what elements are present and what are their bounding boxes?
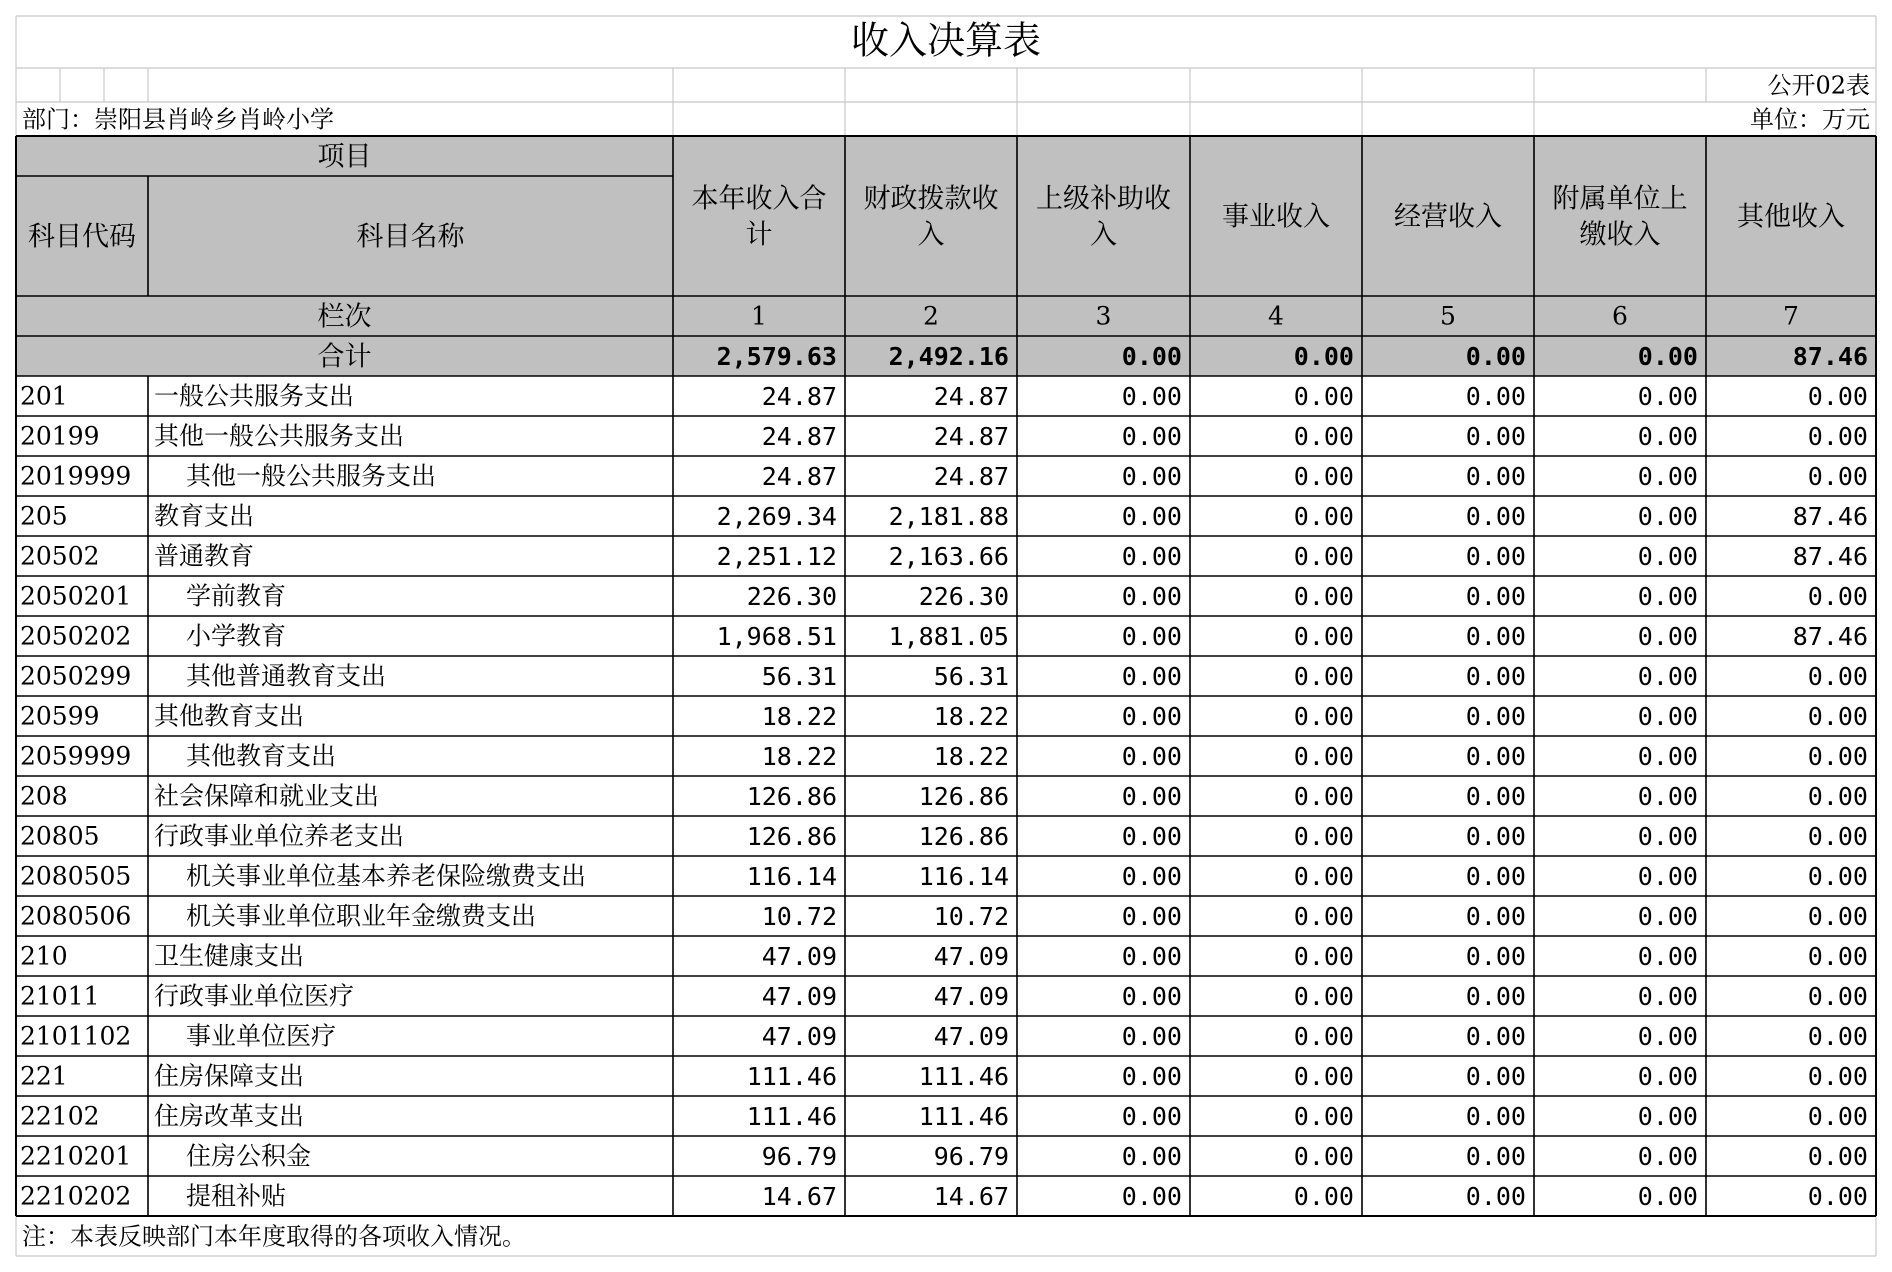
subject-name: 行政事业单位养老支出 <box>154 821 405 851</box>
header-column-7: 其他收入 <box>1737 201 1845 233</box>
cell-value: 0.00 <box>1293 982 1354 1011</box>
subject-name: 其他教育支出 <box>186 741 337 771</box>
cell-value: 0.00 <box>1465 582 1526 611</box>
cell-value: 0.00 <box>1121 782 1182 811</box>
cell-value: 0.00 <box>1121 942 1182 971</box>
column-number: 4 <box>1268 301 1284 331</box>
cell-value: 14.67 <box>933 1182 1009 1211</box>
cell-value: 0.00 <box>1637 542 1698 571</box>
cell-value: 0.00 <box>1465 862 1526 891</box>
cell-value: 0.00 <box>1807 582 1868 611</box>
total-value: 2,492.16 <box>888 342 1009 371</box>
cell-value: 87.46 <box>1792 502 1868 531</box>
header-column-1: 本年收入合 <box>691 183 827 215</box>
column-number: 6 <box>1612 301 1628 331</box>
subject-name: 社会保障和就业支出 <box>154 781 380 811</box>
table-row <box>20 382 1868 412</box>
header-column-1: 计 <box>745 219 773 251</box>
total-value: 0.00 <box>1293 342 1354 371</box>
table-row <box>20 622 1868 652</box>
cell-value: 111.46 <box>746 1102 837 1131</box>
cell-value: 2,163.66 <box>888 542 1009 571</box>
cell-value: 126.86 <box>746 822 837 851</box>
cell-value: 0.00 <box>1465 382 1526 411</box>
cell-value: 0.00 <box>1293 822 1354 851</box>
cell-value: 0.00 <box>1465 902 1526 931</box>
cell-value: 0.00 <box>1807 382 1868 411</box>
cell-value: 0.00 <box>1293 782 1354 811</box>
cell-value: 0.00 <box>1465 742 1526 771</box>
cell-value: 0.00 <box>1807 822 1868 851</box>
subject-code: 221 <box>20 1061 68 1091</box>
table-row <box>20 902 1868 932</box>
subject-code: 2080506 <box>20 901 132 931</box>
subject-name: 学前教育 <box>186 581 287 611</box>
cell-value: 0.00 <box>1121 1102 1182 1131</box>
cell-value: 0.00 <box>1465 422 1526 451</box>
table-row <box>20 1102 1868 1132</box>
total-value: 87.46 <box>1792 342 1868 371</box>
cell-value: 0.00 <box>1121 502 1182 531</box>
cell-value: 0.00 <box>1465 502 1526 531</box>
cell-value: 18.22 <box>761 702 837 731</box>
subject-code: 2080505 <box>20 861 132 891</box>
table-row <box>20 1142 1868 1172</box>
cell-value: 0.00 <box>1121 422 1182 451</box>
total-value: 2,579.63 <box>716 342 837 371</box>
cell-value: 0.00 <box>1637 662 1698 691</box>
cell-value: 0.00 <box>1465 662 1526 691</box>
table-row <box>20 1022 1868 1052</box>
cell-value: 0.00 <box>1465 1142 1526 1171</box>
subject-name: 一般公共服务支出 <box>154 381 355 411</box>
cell-value: 0.00 <box>1293 942 1354 971</box>
subject-code: 20199 <box>20 421 100 451</box>
cell-value: 0.00 <box>1465 1062 1526 1091</box>
cell-value: 0.00 <box>1121 542 1182 571</box>
table-row <box>20 582 1868 612</box>
cell-value: 111.46 <box>746 1062 837 1091</box>
cell-value: 0.00 <box>1637 902 1698 931</box>
subject-code: 2101102 <box>20 1021 132 1051</box>
cell-value: 0.00 <box>1807 1062 1868 1091</box>
cell-value: 0.00 <box>1121 662 1182 691</box>
cell-value: 0.00 <box>1637 622 1698 651</box>
cell-value: 56.31 <box>933 662 1009 691</box>
cell-value: 47.09 <box>933 982 1009 1011</box>
cell-value: 2,181.88 <box>888 502 1009 531</box>
subject-name: 住房改革支出 <box>154 1101 305 1131</box>
cell-value: 24.87 <box>761 422 837 451</box>
cell-value: 18.22 <box>933 702 1009 731</box>
cell-value: 2,251.12 <box>716 542 837 571</box>
cell-value: 0.00 <box>1807 1102 1868 1131</box>
header-column-3: 入 <box>1090 219 1117 251</box>
cell-value: 0.00 <box>1121 582 1182 611</box>
cell-value: 0.00 <box>1121 1142 1182 1171</box>
table-row <box>20 982 1868 1012</box>
subject-name: 住房公积金 <box>186 1141 312 1171</box>
cell-value: 0.00 <box>1121 822 1182 851</box>
header-column-6: 附属单位上 <box>1552 183 1688 215</box>
cell-value: 0.00 <box>1293 902 1354 931</box>
cell-value: 0.00 <box>1293 502 1354 531</box>
cell-value: 0.00 <box>1637 702 1698 731</box>
cell-value: 0.00 <box>1465 782 1526 811</box>
header-item: 项目 <box>317 141 372 173</box>
cell-value: 0.00 <box>1637 462 1698 491</box>
table-row <box>20 782 1868 812</box>
cell-value: 0.00 <box>1465 702 1526 731</box>
form-number: 公开02表 <box>1767 71 1870 100</box>
page-title: 收入决算表 <box>850 18 1042 63</box>
cell-value: 226.30 <box>746 582 837 611</box>
cell-value: 1,881.05 <box>888 622 1009 651</box>
cell-value: 0.00 <box>1293 542 1354 571</box>
cell-value: 0.00 <box>1807 982 1868 1011</box>
cell-value: 0.00 <box>1807 1182 1868 1211</box>
column-number: 1 <box>751 301 767 331</box>
cell-value: 0.00 <box>1637 1022 1698 1051</box>
cell-value: 47.09 <box>761 1022 837 1051</box>
subject-name: 事业单位医疗 <box>186 1021 337 1051</box>
cell-value: 111.46 <box>918 1062 1009 1091</box>
cell-value: 0.00 <box>1465 1022 1526 1051</box>
cell-value: 10.72 <box>933 902 1009 931</box>
cell-value: 0.00 <box>1637 502 1698 531</box>
cell-value: 0.00 <box>1807 742 1868 771</box>
subject-code: 208 <box>20 781 68 811</box>
cell-value: 0.00 <box>1465 622 1526 651</box>
subject-name: 其他普通教育支出 <box>186 661 387 691</box>
header-column-5: 经营收入 <box>1394 201 1502 233</box>
subject-name: 机关事业单位基本养老保险缴费支出 <box>186 861 587 891</box>
cell-value: 96.79 <box>761 1142 837 1171</box>
header-column-4: 事业收入 <box>1222 201 1330 233</box>
cell-value: 0.00 <box>1637 782 1698 811</box>
cell-value: 0.00 <box>1121 462 1182 491</box>
cell-value: 226.30 <box>918 582 1009 611</box>
table-row <box>20 702 1868 732</box>
subject-name: 机关事业单位职业年金缴费支出 <box>186 901 537 931</box>
total-label: 合计 <box>317 341 372 373</box>
cell-value: 0.00 <box>1121 862 1182 891</box>
cell-value: 126.86 <box>918 822 1009 851</box>
subject-code: 20599 <box>20 701 100 731</box>
cell-value: 0.00 <box>1121 1022 1182 1051</box>
cell-value: 0.00 <box>1465 1182 1526 1211</box>
subject-code: 2059999 <box>20 741 132 771</box>
subject-name: 其他一般公共服务支出 <box>186 461 437 491</box>
subject-code: 2050201 <box>20 581 132 611</box>
cell-value: 24.87 <box>933 382 1009 411</box>
subject-name: 其他教育支出 <box>154 701 305 731</box>
cell-value: 0.00 <box>1121 902 1182 931</box>
cell-value: 0.00 <box>1807 662 1868 691</box>
subject-name: 教育支出 <box>154 501 255 531</box>
subject-name: 行政事业单位医疗 <box>154 981 355 1011</box>
cell-value: 0.00 <box>1807 1022 1868 1051</box>
cell-value: 0.00 <box>1637 582 1698 611</box>
cell-value: 0.00 <box>1121 742 1182 771</box>
cell-value: 0.00 <box>1293 382 1354 411</box>
cell-value: 0.00 <box>1637 1102 1698 1131</box>
subject-name: 卫生健康支出 <box>154 941 305 971</box>
cell-value: 0.00 <box>1637 982 1698 1011</box>
cell-value: 0.00 <box>1293 462 1354 491</box>
subject-name: 小学教育 <box>186 621 287 651</box>
table-row <box>20 862 1868 892</box>
subject-name: 住房保障支出 <box>154 1061 305 1091</box>
cell-value: 24.87 <box>761 382 837 411</box>
cell-value: 0.00 <box>1293 662 1354 691</box>
table-row <box>20 662 1868 692</box>
subject-code: 2050202 <box>20 621 132 651</box>
cell-value: 87.46 <box>1792 622 1868 651</box>
unit-label: 单位：万元 <box>1750 105 1870 134</box>
cell-value: 0.00 <box>1465 982 1526 1011</box>
cell-value: 0.00 <box>1637 1182 1698 1211</box>
header-column-2: 入 <box>917 219 945 251</box>
cell-value: 126.86 <box>918 782 1009 811</box>
cell-value: 0.00 <box>1465 822 1526 851</box>
cell-value: 0.00 <box>1293 1142 1354 1171</box>
cell-value: 10.72 <box>761 902 837 931</box>
cell-value: 0.00 <box>1637 1062 1698 1091</box>
subject-name: 普通教育 <box>154 541 255 571</box>
cell-value: 0.00 <box>1121 982 1182 1011</box>
cell-value: 0.00 <box>1807 702 1868 731</box>
header-column-3: 上级补助收 <box>1036 183 1171 215</box>
cell-value: 0.00 <box>1807 422 1868 451</box>
subject-code: 20502 <box>20 541 100 571</box>
subject-code: 201 <box>20 381 68 411</box>
table-row <box>20 1182 1868 1212</box>
subject-code: 2210202 <box>20 1181 132 1211</box>
cell-value: 47.09 <box>933 1022 1009 1051</box>
cell-value: 0.00 <box>1293 702 1354 731</box>
cell-value: 2,269.34 <box>716 502 837 531</box>
table-row <box>20 462 1868 492</box>
cell-value: 0.00 <box>1121 1182 1182 1211</box>
cell-value: 0.00 <box>1637 862 1698 891</box>
cell-value: 0.00 <box>1637 382 1698 411</box>
cell-value: 0.00 <box>1293 422 1354 451</box>
cell-value: 14.67 <box>761 1182 837 1211</box>
total-value: 0.00 <box>1637 342 1698 371</box>
cell-value: 0.00 <box>1293 582 1354 611</box>
header-column-6: 缴收入 <box>1579 219 1661 251</box>
cell-value: 0.00 <box>1293 1102 1354 1131</box>
cell-value: 0.00 <box>1465 942 1526 971</box>
header-background <box>16 136 1876 376</box>
cell-value: 0.00 <box>1293 742 1354 771</box>
cell-value: 0.00 <box>1637 422 1698 451</box>
total-value: 0.00 <box>1465 342 1526 371</box>
footnote: 注：本表反映部门本年度取得的各项收入情况。 <box>22 1222 526 1251</box>
subject-code: 2210201 <box>20 1141 132 1171</box>
total-value: 0.00 <box>1121 342 1182 371</box>
department-label: 部门：崇阳县肖岭乡肖岭小学 <box>22 105 334 134</box>
header-name: 科目名称 <box>356 221 465 253</box>
table-row <box>20 742 1868 772</box>
cell-value: 0.00 <box>1807 462 1868 491</box>
cell-value: 0.00 <box>1293 1062 1354 1091</box>
cell-value: 18.22 <box>761 742 837 771</box>
cell-value: 0.00 <box>1121 1062 1182 1091</box>
cell-value: 0.00 <box>1465 462 1526 491</box>
subject-code: 20805 <box>20 821 100 851</box>
subject-code: 2050299 <box>20 661 132 691</box>
cell-value: 56.31 <box>761 662 837 691</box>
cell-value: 24.87 <box>933 422 1009 451</box>
cell-value: 87.46 <box>1792 542 1868 571</box>
table-row <box>20 1062 1868 1092</box>
column-number: 5 <box>1440 301 1456 331</box>
cell-value: 0.00 <box>1121 702 1182 731</box>
cell-value: 47.09 <box>761 982 837 1011</box>
column-number: 3 <box>1095 301 1112 331</box>
cell-value: 0.00 <box>1293 862 1354 891</box>
table-row <box>20 822 1868 852</box>
table-row <box>20 422 1868 452</box>
cell-value: 0.00 <box>1637 942 1698 971</box>
cell-value: 0.00 <box>1637 742 1698 771</box>
cell-value: 96.79 <box>933 1142 1009 1171</box>
cell-value: 0.00 <box>1293 1182 1354 1211</box>
table-row <box>20 942 1868 972</box>
cell-value: 0.00 <box>1807 902 1868 931</box>
header-code: 科目代码 <box>28 221 136 253</box>
cell-value: 0.00 <box>1465 1102 1526 1131</box>
cell-value: 116.14 <box>746 862 837 891</box>
table-row <box>20 502 1868 532</box>
table-row <box>20 542 1868 572</box>
subject-name: 提租补贴 <box>186 1181 287 1211</box>
cell-value: 116.14 <box>918 862 1009 891</box>
cell-value: 0.00 <box>1637 822 1698 851</box>
cell-value: 24.87 <box>933 462 1009 491</box>
subject-name: 其他一般公共服务支出 <box>154 421 405 451</box>
cell-value: 0.00 <box>1807 1142 1868 1171</box>
cell-value: 24.87 <box>761 462 837 491</box>
subject-code: 21011 <box>20 981 100 1011</box>
subject-code: 2019999 <box>20 461 132 491</box>
cell-value: 0.00 <box>1465 542 1526 571</box>
row-index-label: 栏次 <box>317 301 372 333</box>
cell-value: 0.00 <box>1293 622 1354 651</box>
cell-value: 47.09 <box>761 942 837 971</box>
cell-value: 111.46 <box>918 1102 1009 1131</box>
cell-value: 0.00 <box>1637 1142 1698 1171</box>
cell-value: 0.00 <box>1807 942 1868 971</box>
header-column-2: 财政拨款收 <box>863 183 999 215</box>
cell-value: 0.00 <box>1293 1022 1354 1051</box>
cell-value: 47.09 <box>933 942 1009 971</box>
cell-value: 0.00 <box>1807 862 1868 891</box>
subject-code: 22102 <box>20 1101 100 1131</box>
column-number: 2 <box>923 301 939 331</box>
cell-value: 126.86 <box>746 782 837 811</box>
subject-code: 205 <box>20 501 68 531</box>
cell-value: 1,968.51 <box>716 622 837 651</box>
cell-value: 0.00 <box>1807 782 1868 811</box>
cell-value: 0.00 <box>1121 382 1182 411</box>
subject-code: 210 <box>20 941 68 971</box>
column-number: 7 <box>1783 301 1799 331</box>
cell-value: 18.22 <box>933 742 1009 771</box>
cell-value: 0.00 <box>1121 622 1182 651</box>
